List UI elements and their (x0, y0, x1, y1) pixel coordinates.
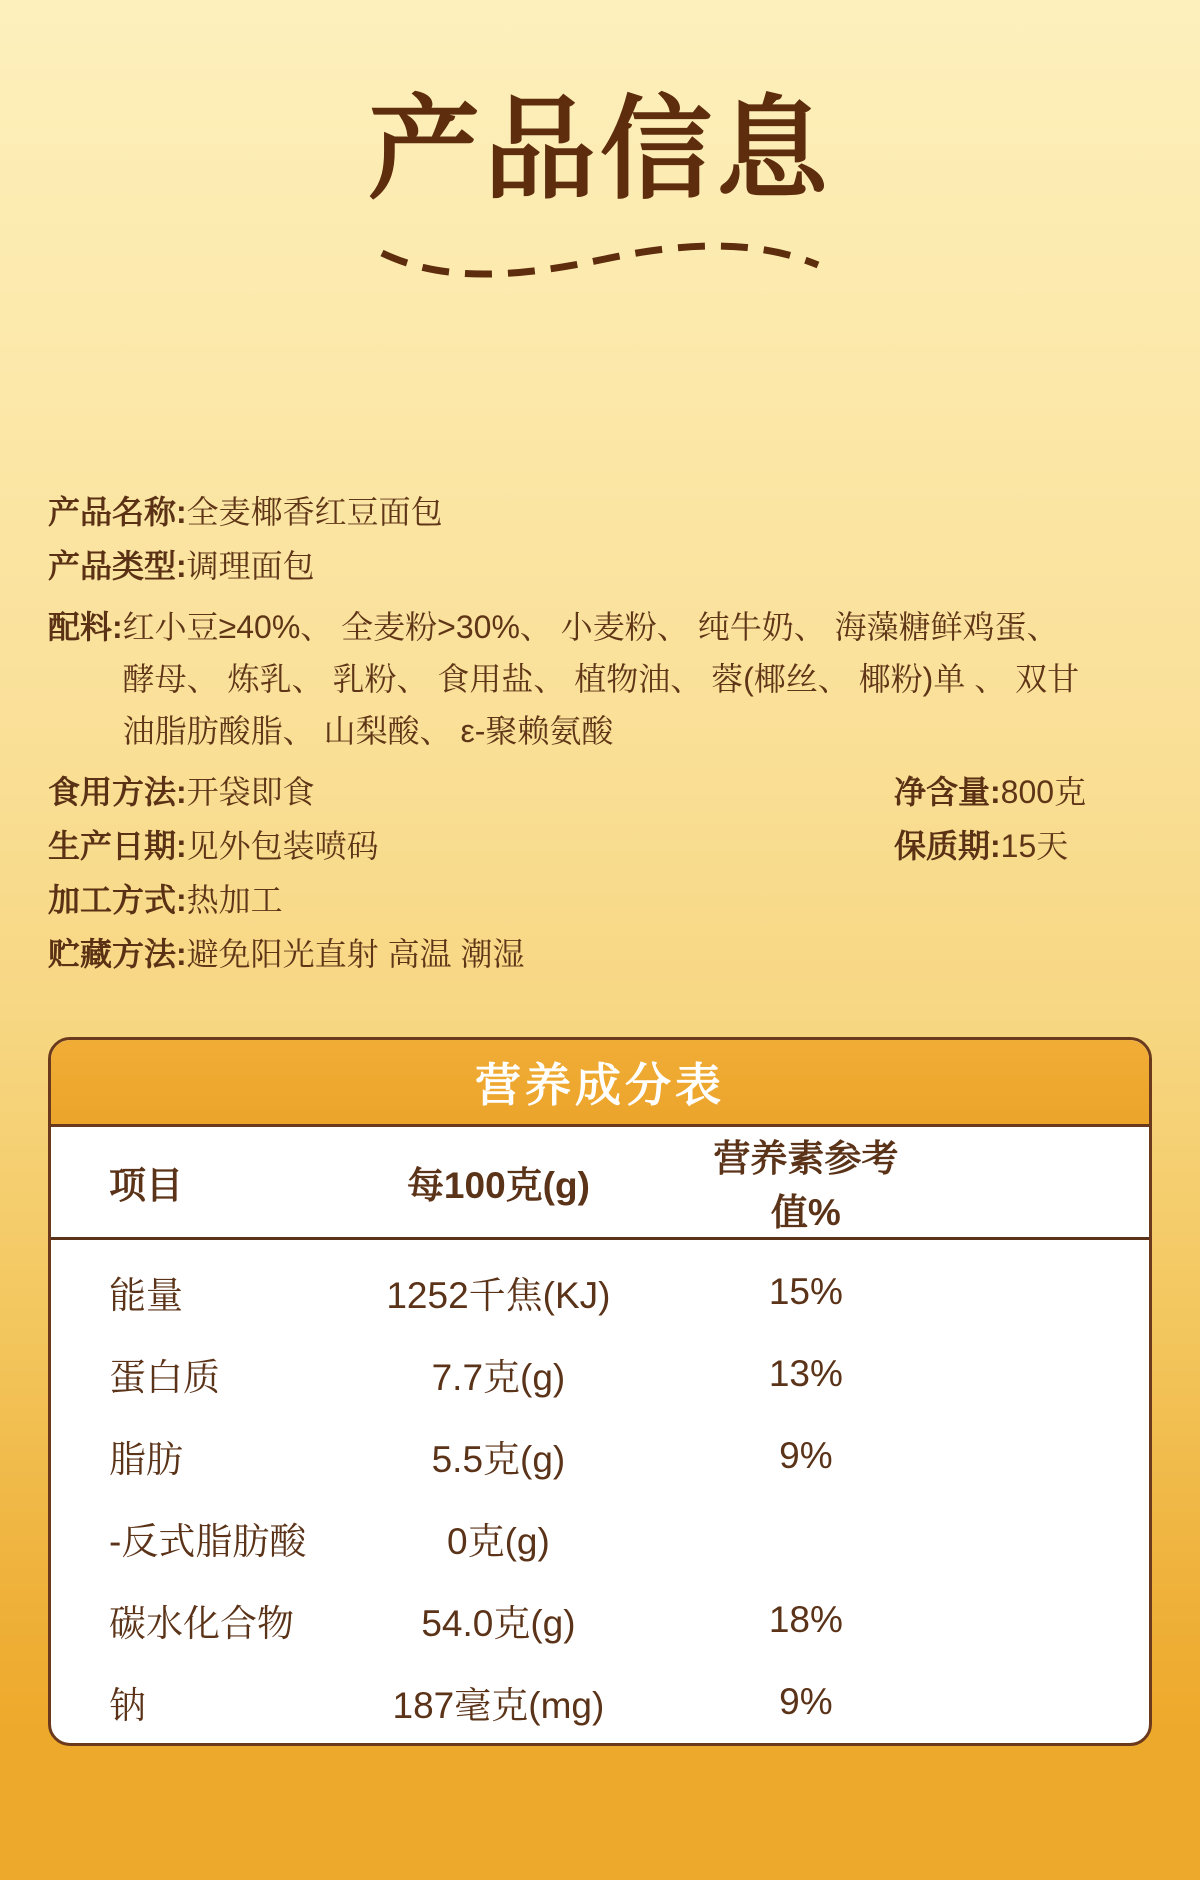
storage-value: 避免阳光直射 高温 潮湿 (186, 935, 525, 972)
nutrient-name: 脂肪 (109, 1438, 183, 1480)
shelf-life-value: 15天 (1000, 827, 1069, 864)
ingredients-label: 配料: (48, 608, 123, 645)
process-row (48, 881, 1152, 919)
nutrient-amount: 54.0克(g) (421, 1602, 576, 1644)
nutrient-name: 能量 (109, 1274, 183, 1316)
product-name-label: 产品名称: (48, 493, 187, 530)
product-info-section (48, 493, 1152, 973)
production-date-label: 生产日期: (48, 827, 187, 864)
process-label: 加工方式: (48, 881, 187, 918)
nutrition-header-row (51, 1127, 1149, 1239)
ingredients-value: 红小豆≥40%、 全麦粉>30%、 小麦粉、 纯牛奶、 海藻糖鲜鸡蛋、 酵母、 炼乳、 乳粉、 食用盐、 植物油、 蓉(椰丝、 椰粉)单 、 双甘油脂肪酸脂、 山梨酸、 ε-聚赖氨酸 (122, 608, 1080, 749)
nutrient-amount: 7.7克(g) (431, 1356, 566, 1398)
product-type-label: 产品类型: (48, 547, 187, 584)
product-name-value: 全麦椰香红豆面包 (186, 493, 443, 530)
table-row-fat (51, 1415, 1149, 1497)
storage-row (48, 935, 1152, 973)
table-row-sodium (51, 1661, 1149, 1743)
row-spacer (929, 1238, 1149, 1333)
storage-label: 贮藏方法: (48, 935, 187, 972)
table-row-energy (51, 1238, 1149, 1333)
nutrient-amount: 0克(g) (447, 1520, 550, 1562)
nutrition-table-title: 营养成分表 (51, 1040, 1149, 1127)
nutrient-nrv: 9% (779, 1434, 833, 1476)
shelf-life-pair (894, 827, 1152, 865)
column-header-item: 项目 (109, 1164, 183, 1206)
nutrient-name: 碳水化合物 (109, 1602, 294, 1644)
net-weight-value: 800克 (1000, 773, 1087, 810)
table-row-carbohydrate (51, 1579, 1149, 1661)
page-title: 产品信息 (368, 84, 832, 215)
nutrient-amount: 187毫克(mg) (392, 1684, 605, 1726)
nutrient-nrv: 15% (768, 1270, 843, 1312)
shelf-life-label: 保质期: (894, 827, 1001, 864)
usage-label: 食用方法: (48, 773, 187, 810)
nutrient-amount: 5.5克(g) (431, 1438, 566, 1480)
title-section (0, 0, 1200, 287)
row-spacer (929, 1579, 1149, 1661)
net-weight-label: 净含量: (894, 773, 1001, 810)
row-spacer (929, 1333, 1149, 1415)
dashed-wave-divider-icon (370, 229, 830, 287)
table-row-protein (51, 1333, 1149, 1415)
row-spacer (929, 1661, 1149, 1743)
ingredients-row (48, 601, 1152, 757)
net-weight-pair (894, 773, 1152, 811)
process-value: 热加工 (186, 881, 283, 918)
production-date-value: 见外包装喷码 (186, 827, 379, 864)
nutrient-nrv: 18% (768, 1598, 843, 1640)
row-spacer (929, 1497, 1149, 1579)
row-spacer (929, 1415, 1149, 1497)
column-header-nrv: 营养素参考值% (713, 1137, 899, 1233)
nutrient-nrv: 13% (768, 1352, 843, 1394)
column-header-per100g: 每100克(g) (406, 1164, 590, 1206)
product-type-value: 调理面包 (186, 547, 315, 584)
nutrient-nrv: 9% (779, 1680, 833, 1722)
date-shelflife-row (48, 827, 1152, 865)
table-row-trans-fat (51, 1497, 1149, 1579)
nutrient-name: -反式脂肪酸 (109, 1520, 307, 1562)
column-header-spacer (929, 1127, 1149, 1239)
nutrient-nrv (682, 1497, 929, 1579)
nutrition-table (51, 1127, 1149, 1743)
product-type-row (48, 547, 1152, 585)
nutrient-name: 钠 (109, 1684, 146, 1726)
nutrition-card (48, 1037, 1152, 1746)
nutrient-name: 蛋白质 (109, 1356, 220, 1398)
nutrient-amount: 1252千焦(KJ) (386, 1274, 611, 1316)
usage-netweight-row (48, 773, 1152, 811)
product-name-row (48, 493, 1152, 531)
usage-value: 开袋即食 (186, 773, 315, 810)
